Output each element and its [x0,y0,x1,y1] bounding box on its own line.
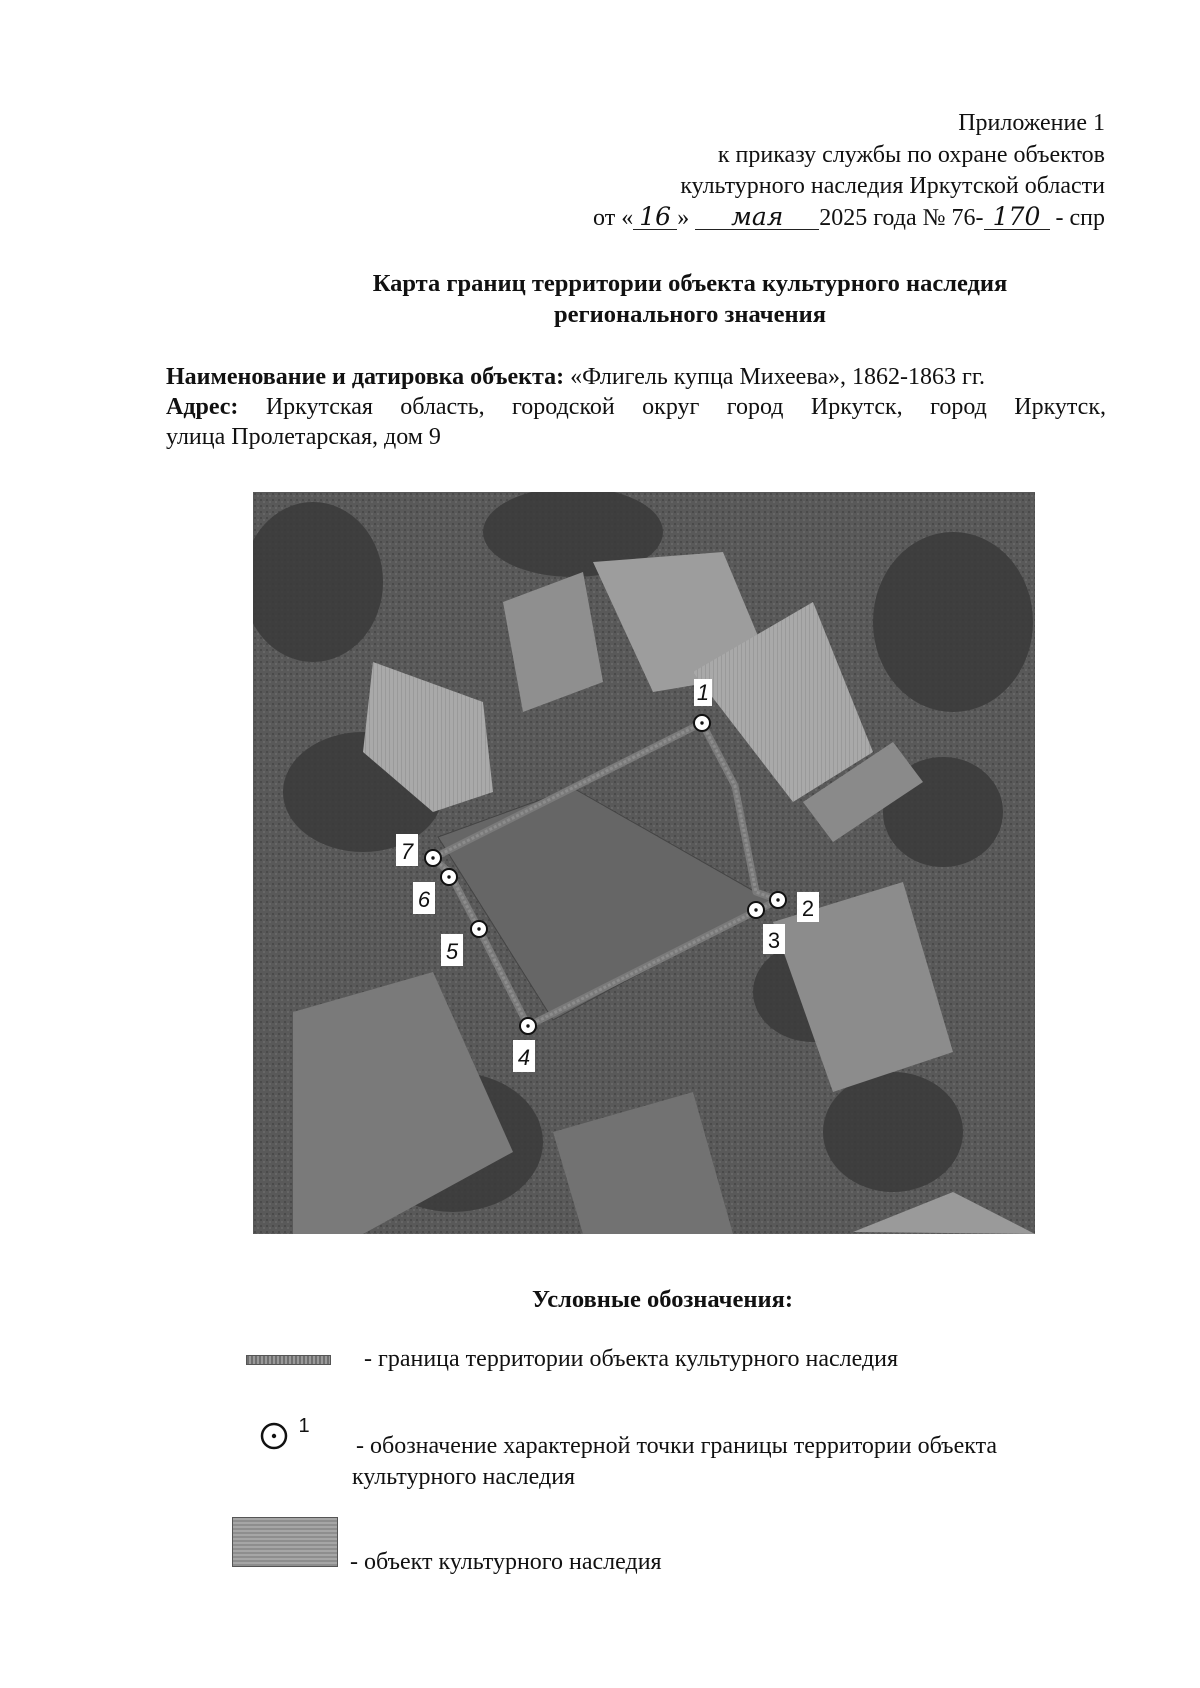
point-label-5: 5 [445,939,459,964]
appendix-header [593,108,1105,234]
legend-point-text-1: - обозначение характерной точки границы территории объекта [356,1433,998,1459]
address-value-2: улица Пролетарская, дом 9 [166,424,441,450]
appendix-line-2: к приказу службы по охране объектов [717,141,1105,168]
point-label-6: 6 [417,887,431,912]
legend-point-text-2: культурного наследия [352,1464,576,1490]
title-line-1: Карта границ территории объекта культурного наследия [372,270,1008,297]
point-marker-1 [694,679,712,731]
address-value-1: Иркутская область, городской округ город Иркутск, город Иркутск, [265,394,1106,420]
title-line-2: регионального значения [554,301,826,328]
legend-point-text [352,1431,1116,1493]
legend-boundary-text: - граница территории объекта культурного наследия [364,1346,899,1372]
object-info [166,362,1106,452]
boundary-line-symbol [246,1355,331,1365]
point-marker-icon [258,1418,318,1452]
handwritten-number: 170 [984,205,1050,230]
address-line-1 [166,392,1106,422]
point-label-3: 3 [767,928,781,953]
legend-point-number: 1 [298,1418,310,1437]
address-label: Адрес: [166,394,239,420]
point-label-2: 2 [801,896,815,921]
point-label-1: 1 [696,680,710,705]
handwritten-month: мая [695,205,819,230]
object-name-line [166,362,1106,392]
appendix-line-3: культурного наследия Иркутской области [680,173,1105,199]
heritage-object-symbol [232,1517,338,1567]
document-title [175,268,1200,330]
appendix-line-1: Приложение 1 [958,110,1105,136]
date-mid: » [677,204,696,231]
handwritten-day: 16 [633,205,677,230]
object-name-label: Наименование и датировка объекта: [166,364,565,390]
legend-object-text: - объект культурного наследия [350,1549,662,1575]
date-prefix: от « [593,204,634,231]
date-year-text: 2025 года № 76- [819,204,984,231]
point-label-7: 7 [400,839,414,864]
legend-title: Условные обозначения: [531,1286,794,1313]
point-label-4: 4 [517,1045,531,1070]
appendix-date-line [593,203,1105,235]
aerial-map [253,492,1035,1234]
date-suffix: - спр [1049,204,1105,231]
object-name-value: «Флигель купца Михеева», 1862-1863 гг. [570,364,985,390]
